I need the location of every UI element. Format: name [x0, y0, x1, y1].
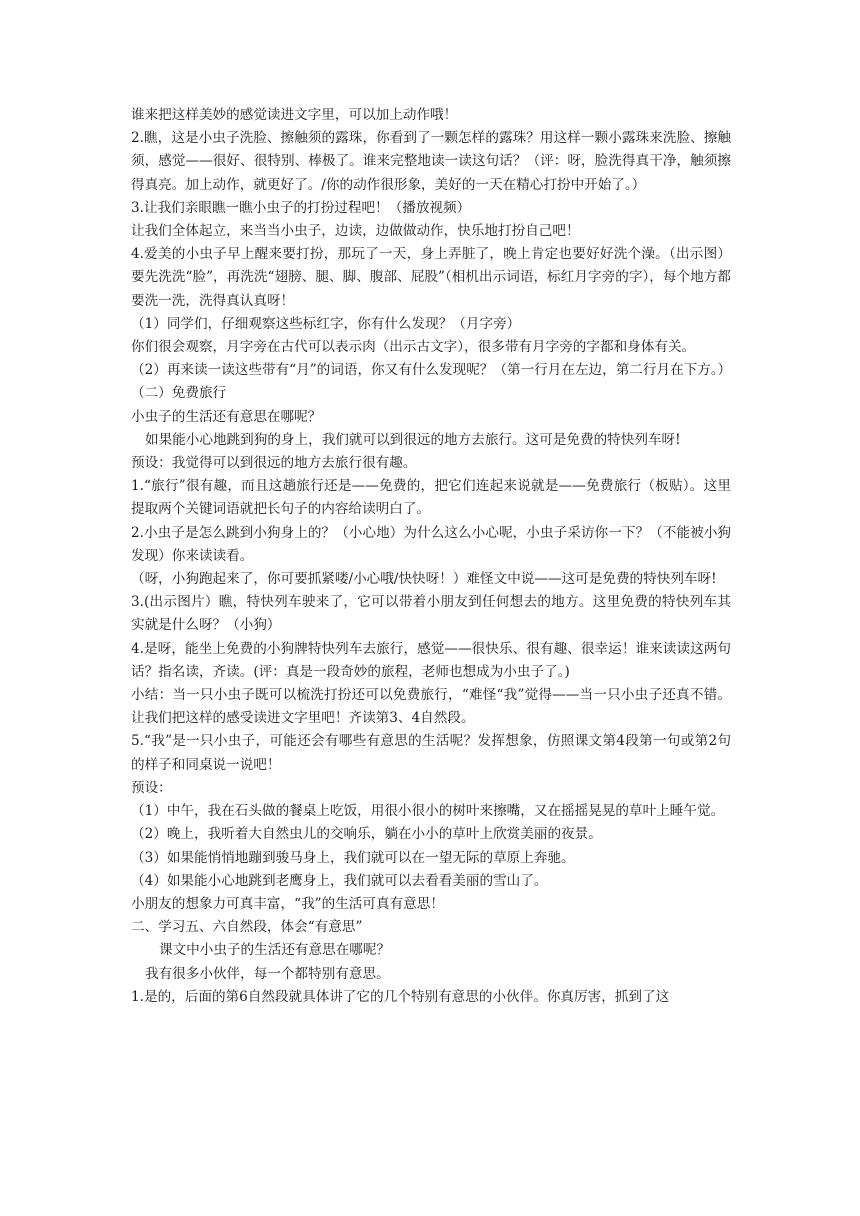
paragraph: 小朋友的想象力可真丰富，“我”的生活可真有意思！ [131, 895, 444, 912]
paragraph: 小虫子的生活还有意思在哪呢？ [131, 408, 322, 425]
paragraph: （呀，小狗跑起来了，你可要抓紧喽/小心哦/快快呀！）难怪文中说——这可是免费的特快列车呀! [131, 571, 717, 588]
paragraph: 谁来把这样美妙的感觉读进文字里，可以加上动作哦！ [131, 107, 458, 123]
paragraph: 3.让我们亲眼瞧一瞧小虫子的打扮过程吧！（播放视频） [131, 199, 471, 216]
paragraph: 你们很会观察，月字旁在古代可以表示肉（出示古文字），很多带有月字旁的字都和身体有关。 [131, 339, 696, 356]
paragraph: （2）再来读一读这些带有“月”的词语，你又有什么发现呢？（第一行月在左边，第二行月在下方。） [131, 362, 732, 379]
paragraph: 5.“我”是一只小虫子，可能还会有哪些有意思的生活呢？发挥想象，仿照课文第4段第一句或第2句的样子和同桌说一说吧！ [131, 733, 731, 773]
paragraph: （4）如果能小心地跳到老鹰身上，我们就可以去看看美丽的雪山了。 [131, 872, 548, 889]
paragraph: 预设：我觉得可以到很远的地方去旅行很有趣。 [131, 455, 417, 472]
paragraph: 4.爱美的小虫子早上醒来要打扮，那玩了一天，身上弄脏了，晚上肯定也要好好洗个澡。（出示图）要先洗洗“脸”，再洗洗“翅膀、腿、脚、腹部、屁股”（相机出示词语，标红月字旁的字），每个地方都要洗一洗，洗得真认真呀！ [131, 246, 731, 309]
paragraph: 小结：当一只小虫子既可以梳洗打扮还可以免费旅行，“难怪“我”觉得——当一只小虫子还真不错。让我们把这样的感受读进文字里吧！齐读第3、4自然段。 [131, 687, 731, 727]
paragraph: 让我们全体起立，来当当小虫子，边读，边做做动作，快乐地打扮自己吧！ [131, 223, 580, 240]
paragraph: 如果能小心地跳到狗的身上，我们就可以到很远的地方去旅行。这可是免费的特快列车呀! [145, 431, 681, 448]
paragraph: 3.(出示图片）瞧，特快列车驶来了，它可以带着小朋友到任何想去的地方。这里免费的特快列车其实就是什么呀？（小狗） [131, 594, 731, 634]
lesson-plan-body [131, 104, 731, 1009]
paragraph: 1.是的，后面的第6自然段就具体讲了它的几个特别有意思的小伙伴。你真厉害，抓到了这 [131, 988, 670, 1005]
paragraph: 我有很多小伙伴，每一个都特别有意思。 [145, 965, 390, 982]
paragraph: 4.是呀，能坐上免费的小狗牌特快列车去旅行，感觉——很快乐、很有趣、很幸运！谁来读读这两句话？指名读，齐读。(评：真是一段奇妙的旅程，老师也想成为小虫子了。) [131, 640, 731, 680]
section-heading: 二、学习五、六自然段，体会“有意思” [131, 919, 363, 936]
paragraph: （2）晚上，我听着大自然虫儿的交响乐，躺在小小的草叶上欣赏美丽的夜景。 [131, 826, 602, 843]
paragraph: 预设： [131, 779, 172, 796]
section-heading: （二）免费旅行 [131, 385, 227, 402]
paragraph: （1）中午，我在石头做的餐桌上吃饭，用很小很小的树叶来擦嘴，又在摇摇晃晃的草叶上睡午觉。 [131, 803, 725, 820]
paragraph: （3）如果能悄悄地蹦到骏马身上，我们就可以在一望无际的草原上奔驰。 [131, 849, 575, 866]
paragraph: 课文中小虫子的生活还有意思在哪呢？ [159, 942, 391, 959]
paragraph: （1）同学们，仔细观察这些标红字，你有什么发现？（月字旁） [131, 315, 521, 332]
paragraph: 2.瞧，这是小虫子洗脸、擦触须的露珠，你看到了一颗怎样的露珠？用这样一颗小露珠来洗脸、擦触须，感觉——很好、很特别、棒极了。谁来完整地读一读这句话？（评：呀，脸洗得真干净，触须擦得真亮。加上动作，就更好了。/你的动作很形象，美好的一天在精心打扮中开始了。） [131, 130, 731, 193]
paragraph: 2.小虫子是怎么跳到小狗身上的？（小心地）为什么这么小心呢，小虫子采访你一下？（不能被小狗发现）你来读读看。 [131, 524, 731, 564]
paragraph: 1.“旅行”很有趣，而且这趟旅行还是——免费的，把它们连起来说就是——免费旅行（板贴）。这里提取两个关键词语就把长句子的内容给读明白了。 [131, 478, 731, 518]
